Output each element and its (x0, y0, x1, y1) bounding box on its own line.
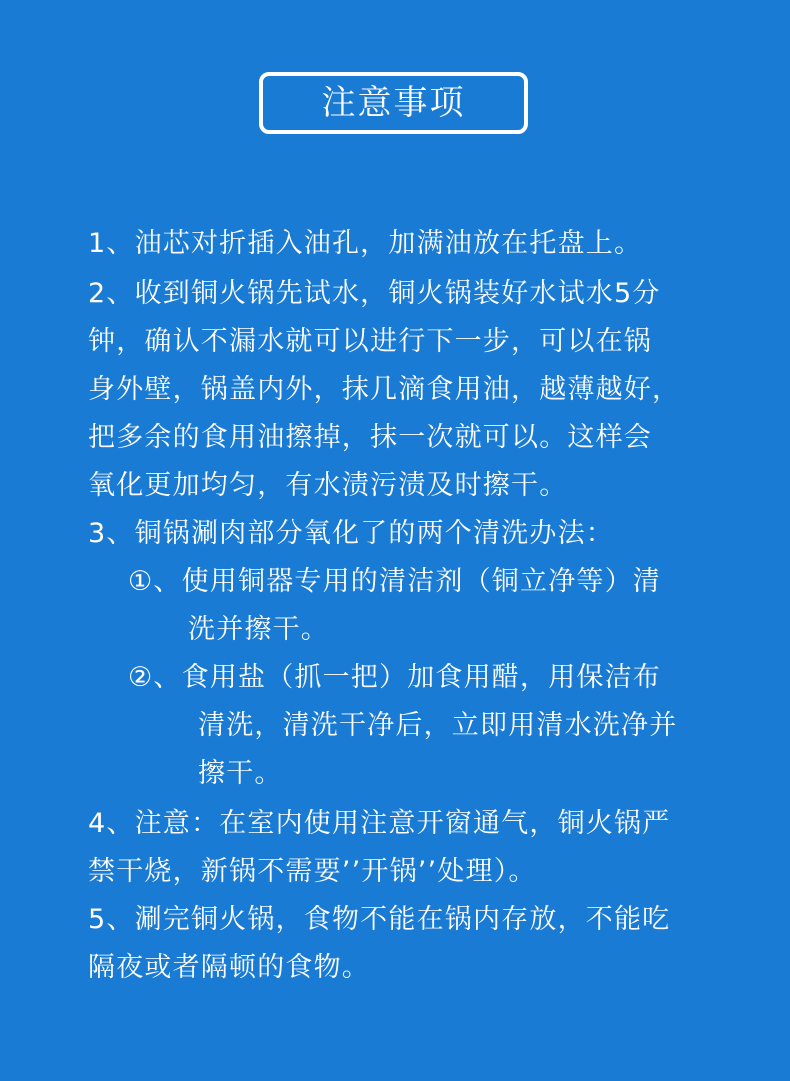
note-line-1: 1、油芯对折插入油孔，加满油放在托盘上。 (88, 228, 643, 259)
method-1-line-2: 洗并擦干。 (188, 614, 329, 645)
note-line-6: 氧化更加均匀，有水渍污渍及时擦干。 (88, 470, 568, 501)
title-box (259, 72, 528, 134)
note-line-10: 5、涮完铜火锅，食物不能在锅内存放，不能吃 (88, 904, 671, 935)
note-line-2: 2、收到铜火锅先试水，铜火锅装好水试水5分 (88, 278, 661, 309)
note-line-5: 把多余的食用油擦掉，抹一次就可以。这样会 (88, 422, 652, 453)
method-1-line-1: ①、使用铜器专用的清洁剂（铜立净等）清 (128, 566, 662, 597)
note-line-11: 隔夜或者隔顿的食物。 (88, 952, 370, 983)
note-line-7: 3、铜锅涮肉部分氧化了的两个清洗办法： (88, 518, 614, 549)
method-2-line-3: 擦干。 (198, 758, 283, 789)
note-line-3: 钟，确认不漏水就可以进行下一步，可以在锅 (88, 326, 652, 357)
page-title: 注意事项 (321, 83, 466, 123)
method-2-line-1: ②、食用盐（抓一把）加食用醋，用保洁布 (128, 662, 662, 693)
note-line-9: 禁干烧，新锅不需要’’开锅’’处理）。 (88, 856, 537, 887)
note-line-8: 4、注意：在室内使用注意开窗通气，铜火锅严 (88, 808, 671, 839)
method-2-line-2: 清洗，清洗干净后，立即用清水洗净并 (198, 710, 678, 741)
note-line-4: 身外壁，锅盖内外，抹几滴食用油，越薄越好， (88, 374, 681, 405)
